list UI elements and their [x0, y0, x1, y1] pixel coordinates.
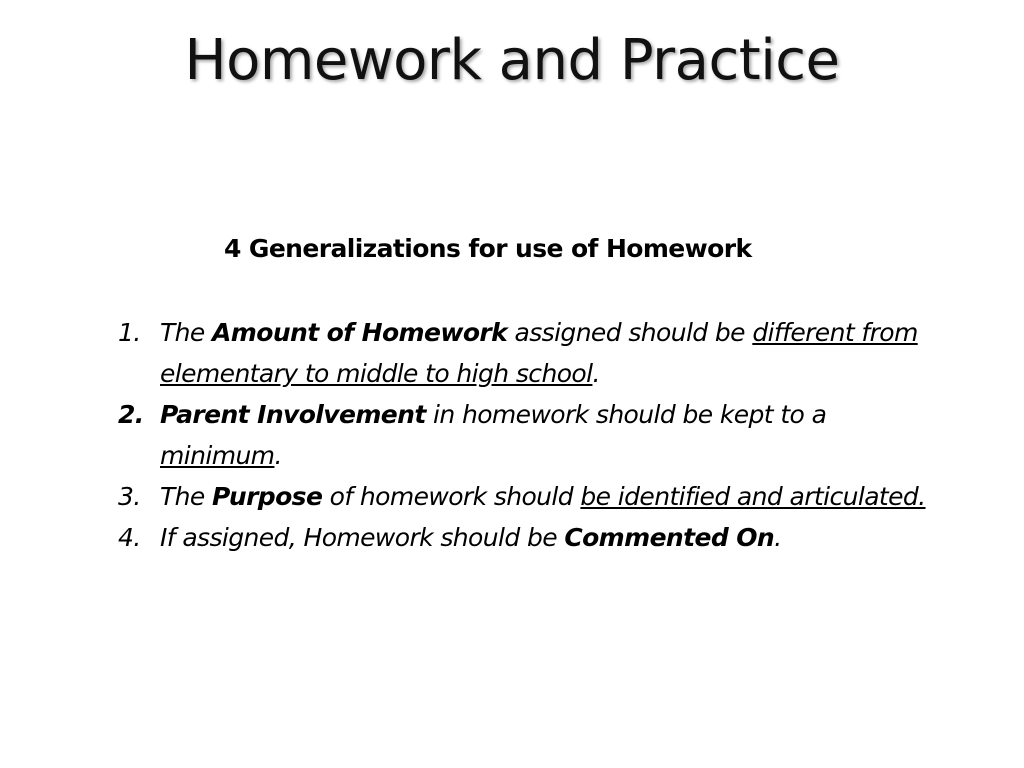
text-run: . [274, 441, 282, 470]
slide-title: Homework and Practice [184, 28, 840, 93]
text-run-bold: Commented On [564, 523, 775, 552]
text-run: The [160, 318, 213, 347]
text-run: of homework should [322, 482, 581, 511]
text-run-bold: Purpose [212, 482, 323, 511]
list-item-text [160, 523, 781, 552]
list-item-text [160, 400, 826, 470]
list-item-number: 1. [118, 318, 141, 347]
list-item-text [160, 482, 926, 511]
list-item-number: 4. [118, 523, 141, 552]
text-run: If assigned, Homework should be [160, 523, 565, 552]
list-item-text [160, 318, 918, 388]
text-run: . [774, 523, 782, 552]
list-item-number: 2. [118, 400, 144, 429]
text-run-bold: Amount of Homework [212, 318, 508, 347]
text-run: assigned should be [507, 318, 753, 347]
list-item [118, 394, 938, 476]
text-run: The [160, 482, 213, 511]
text-run-underline: be identified and articulated. [580, 482, 926, 511]
text-run: in homework should be kept to a [425, 400, 827, 429]
list-item [118, 476, 938, 517]
slide-subtitle: 4 Generalizations for use of Homework [224, 234, 752, 263]
text-run: . [592, 359, 600, 388]
text-run-underline: different from elementary to middle to high school [160, 318, 918, 388]
list-item [118, 312, 938, 394]
list-item [118, 517, 938, 558]
list-item-number: 3. [118, 482, 141, 511]
text-run-bold: Parent Involvement [160, 400, 426, 429]
generalizations-list [118, 312, 938, 558]
text-run-underline: minimum [160, 441, 275, 470]
